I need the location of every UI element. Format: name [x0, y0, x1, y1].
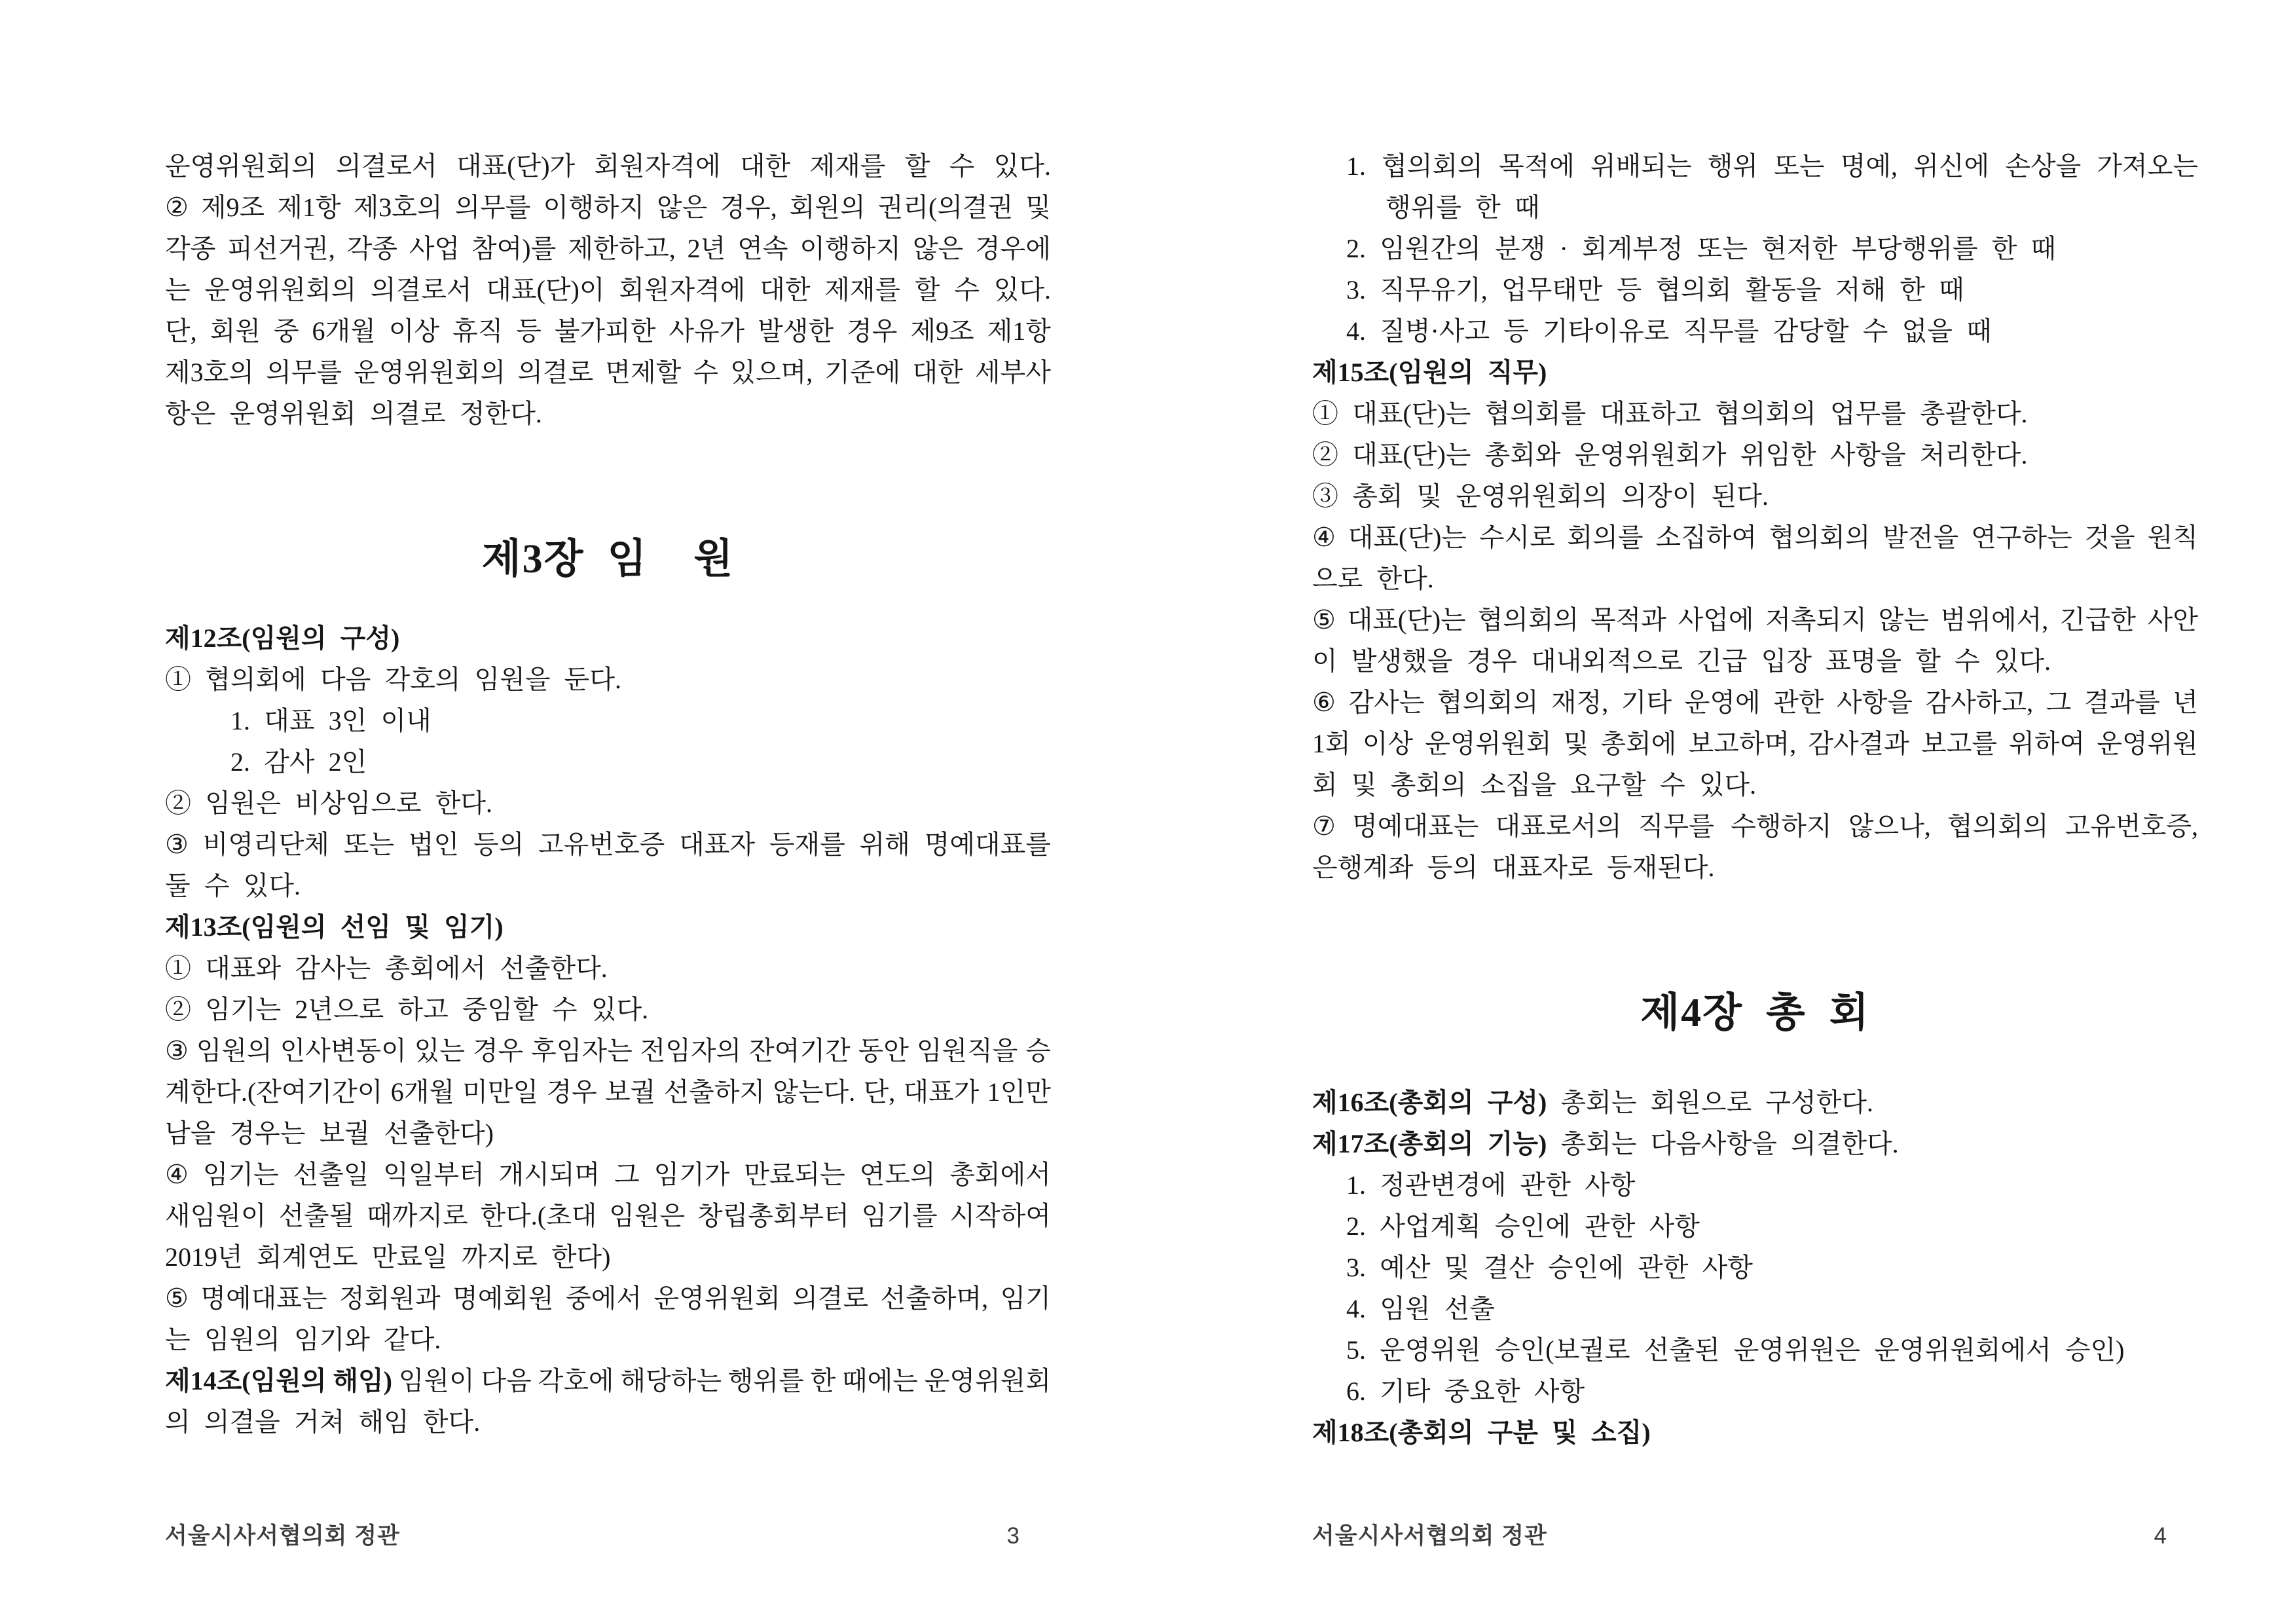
text-line: 4. 질병·사고 등 기타이유로 직무를 감당할 수 없을 때 — [1346, 316, 1992, 346]
word: 제3호의 — [353, 193, 443, 222]
word: 수시로 — [1478, 523, 1555, 552]
text-line: 행위를 한 때 — [1386, 193, 1540, 222]
word: 제9조 — [200, 193, 265, 222]
word: 있으며, — [730, 358, 813, 387]
page-4 — [1147, 0, 2294, 1624]
vertical-gap — [165, 602, 1051, 618]
word: 임원이 — [398, 1366, 475, 1395]
word: ⑥ — [1312, 688, 1336, 717]
word: 대표(단)는 — [1348, 523, 1467, 552]
word: 의결로서 — [336, 151, 437, 181]
word: 명예, — [1840, 151, 1898, 181]
article-heading-line: 제13조(임원의 선임 및 임기) — [165, 912, 504, 942]
word: 운영위원회 — [1425, 729, 1552, 758]
word: 등의 — [473, 830, 524, 859]
word: 감사하고, — [1925, 688, 2034, 717]
text-line: ① 대표(단)는 협의회를 대표하고 협의회의 업무를 총괄한다. — [1312, 399, 2028, 428]
text-line: 5. 운영위원 승인(보궐로 선출된 운영위원은 운영위원회에서 승인) — [1346, 1335, 2125, 1365]
word: 보고하며, — [1688, 729, 1797, 758]
word: 계한다.(잔여기간이 — [165, 1077, 383, 1107]
word: 위배되는 — [1590, 151, 1692, 181]
word: 보고를 — [1921, 729, 1998, 758]
word: 범위에서, — [1940, 605, 2049, 635]
text-line — [1312, 599, 2198, 640]
text-line: ① 대표와 감사는 총회에서 선출한다. — [165, 953, 608, 983]
word: 운영위원회 — [653, 1283, 780, 1313]
word: 제재를 — [824, 275, 901, 304]
text-line: 은행계좌 등의 대표자로 등재된다. — [1312, 853, 1715, 882]
word: 있다. — [993, 275, 1051, 304]
text-line: ② 임원은 비상임으로 한다. — [165, 788, 492, 818]
word: 한다.(초대 — [480, 1201, 597, 1230]
word: 감사결과 — [1808, 729, 1909, 758]
text-line: 회 및 총회의 소집을 요구할 수 있다. — [1312, 770, 1757, 800]
word: 또는 — [343, 830, 394, 859]
word: 운영에 — [1684, 688, 1761, 717]
word: 경우 — [546, 1077, 597, 1107]
word: 2년 — [687, 234, 726, 263]
article-heading-line: 제18조(총회의 구분 및 소집) — [1312, 1418, 1651, 1447]
text-line — [165, 187, 1051, 228]
word: 개시되며 — [498, 1160, 600, 1189]
word: 제3호의 — [165, 358, 254, 387]
word: 정회원과 — [339, 1283, 441, 1313]
text-line: ③ 총회 및 운영위원회의 의장이 된다. — [1312, 481, 1769, 511]
word: 이상 — [388, 316, 439, 346]
word: 협의회의 — [1437, 688, 1539, 717]
word: 운영위원회의 — [165, 151, 317, 181]
word: 목적에 — [1498, 151, 1575, 181]
word: 수행하지 — [1731, 811, 1832, 841]
word: 임원직을 — [916, 1036, 1018, 1065]
word: 대표(단)는 — [1347, 605, 1466, 635]
word: 한 — [810, 1366, 836, 1395]
article-heading-line: 제17조(총회의 기능) 총회는 다음사항을 의결한다. — [1312, 1129, 1899, 1158]
word: 않으나, — [1848, 811, 1931, 841]
word: 고유번호증, — [2065, 811, 2198, 841]
text-line: ① 협의회에 다음 각호의 임원을 둔다. — [165, 665, 621, 694]
word: 새임원이 — [165, 1201, 266, 1230]
text-line: 둘 수 있다. — [165, 871, 301, 900]
text-line — [1312, 682, 2198, 723]
word: ⑦ — [1312, 811, 1336, 841]
word: 각호에 — [538, 1366, 614, 1395]
word: 운영위원회의 — [204, 275, 357, 304]
word: 인사변동이 — [280, 1036, 407, 1065]
word: 수 — [949, 151, 975, 181]
word: 협의회의 — [1769, 523, 1871, 552]
footer-doc-title: 서울시사서협의회 정관 — [1312, 1523, 1547, 1549]
word: 회의를 — [1567, 523, 1643, 552]
text-line — [1312, 517, 2198, 558]
word: 해당하는 — [620, 1366, 722, 1395]
word: 사업 — [409, 234, 460, 263]
text-line — [165, 824, 1051, 865]
word: 수 — [693, 358, 719, 387]
word: 명예대표는 — [1352, 811, 1479, 841]
word: 대표자 — [679, 830, 755, 859]
word: 이상 — [1362, 729, 1414, 758]
text-line: 2. 사업계획 승인에 관한 사항 — [1346, 1211, 1700, 1241]
word: 1인만 — [987, 1077, 1051, 1107]
word: 제1항 — [277, 193, 341, 222]
text-line: 으로 한다. — [1312, 564, 1434, 593]
word: 임기가 — [653, 1160, 730, 1189]
word: 때에는 — [842, 1366, 918, 1395]
word: 가져오는 — [2097, 151, 2198, 181]
word: 운영위원 — [2097, 729, 2198, 758]
word: 고유번호증 — [538, 830, 665, 859]
word: 6개월 — [312, 316, 376, 346]
word: 는 — [165, 275, 191, 304]
word: 사유가 — [669, 316, 745, 346]
word: 면제할 — [605, 358, 682, 387]
page-number: 4 — [2154, 1523, 2167, 1549]
word: 목적과 — [1590, 605, 1666, 635]
text-line: 3. 예산 및 결산 승인에 관한 사항 — [1346, 1253, 1753, 1282]
text-line: ② 임기는 2년으로 하고 중임할 수 있다. — [165, 995, 649, 1024]
word: 익일부터 — [383, 1160, 485, 1189]
word: 후임자는 — [531, 1036, 633, 1065]
word: 수 — [954, 275, 980, 304]
word: 임원은 — [609, 1201, 686, 1230]
word: 단, — [165, 316, 197, 346]
word: ④ — [165, 1160, 189, 1189]
word: 회원의 — [789, 193, 866, 222]
word: 그 — [614, 1160, 640, 1189]
word: 행위 — [1707, 151, 1759, 181]
word: 제재를 — [809, 151, 886, 181]
word: 그 — [2046, 688, 2072, 717]
word: 이행하지 — [799, 234, 901, 263]
word: 감사는 — [1348, 688, 1425, 717]
text-line: 2. 감사 2인 — [230, 747, 367, 777]
word: ⑤ — [1312, 605, 1336, 635]
article-heading-line: 제15조(임원의 직무) — [1312, 358, 1547, 387]
word: 승 — [1025, 1036, 1051, 1065]
text-line — [165, 1278, 1051, 1319]
page-footer — [1312, 1518, 2198, 1555]
word: 각종 — [165, 234, 216, 263]
text-line: 항은 운영위원회 의결로 정한다. — [165, 399, 542, 428]
text-line — [165, 352, 1051, 393]
word: 운영위원회의 — [354, 358, 506, 387]
word: 의결로 — [517, 358, 594, 387]
text-line: 1. 정관변경에 관한 사항 — [1346, 1170, 1636, 1200]
word: 연속 — [737, 234, 788, 263]
word: 할 — [904, 151, 930, 181]
word: 대한 — [912, 358, 963, 387]
word: 6개월 — [390, 1077, 454, 1107]
text-line: 이 발생했을 경우 대내외적으로 긴급 입장 표명을 할 수 있다. — [1312, 646, 2051, 676]
word: 의무를 — [266, 358, 342, 387]
word: 운영위원회 — [924, 1366, 1051, 1395]
word: 사업에 — [1678, 605, 1754, 635]
text-line: 의 의결을 거쳐 해임 한다. — [165, 1407, 481, 1437]
word: 년 — [2173, 688, 2198, 717]
word: 관한 — [1773, 688, 1824, 717]
text-line: 4. 임원 선출 — [1346, 1294, 1495, 1323]
word: 임기를 — [861, 1201, 938, 1230]
word: 또는 — [1774, 151, 1825, 181]
vertical-gap — [1312, 1056, 2198, 1082]
word: 선출하며, — [880, 1283, 989, 1313]
word: 사항을 — [1837, 688, 1913, 717]
word: 임원의 — [196, 1036, 272, 1065]
word: 회원자격에 — [619, 275, 746, 304]
text-line — [165, 269, 1051, 310]
word: 제9조 — [910, 316, 974, 346]
word: 참여)를 — [471, 234, 557, 263]
text-line: ② 대표(단)는 총회와 운영위원회가 위임한 사항을 처리한다. — [1312, 440, 2028, 470]
chapter-heading: 제4장 총 회 — [1640, 991, 1870, 1035]
word: 등재를 — [769, 830, 845, 859]
word: 저촉되지 — [1765, 605, 1867, 635]
word: 있다. — [993, 151, 1051, 181]
word: 해임) — [333, 1366, 392, 1395]
text-line — [1312, 145, 2198, 187]
word: 행위를 — [727, 1366, 804, 1395]
word: 대표가 — [903, 1077, 980, 1107]
word: ③ — [165, 830, 189, 859]
text-line: 2019년 회계연도 만료일 까지로 한다) — [165, 1242, 611, 1272]
word: 있는 — [414, 1036, 466, 1065]
word: 발전을 — [1882, 523, 1959, 552]
page-3-content — [165, 145, 1051, 1443]
word: 것을 — [2084, 523, 2135, 552]
word: 연도의 — [859, 1160, 936, 1189]
word: 제한하고, — [568, 234, 676, 263]
word: 명예대표는 — [200, 1283, 327, 1313]
vertical-gap — [165, 434, 1051, 517]
word: 연구하는 — [1971, 523, 2072, 552]
text-line: 6. 기타 중요한 사항 — [1346, 1376, 1585, 1406]
word: 소집하여 — [1655, 523, 1757, 552]
text-line — [1312, 805, 2198, 847]
word: 및 — [1025, 193, 1051, 222]
word: 총회에 — [1600, 729, 1677, 758]
word: 이행하지 — [543, 193, 645, 222]
word: 전임자의 — [640, 1036, 742, 1065]
word: 권리(의결권 — [877, 193, 1014, 222]
text-line — [165, 1195, 1051, 1236]
word: 대한 — [740, 151, 791, 181]
text-line — [165, 1154, 1051, 1195]
word: 회원자격에 — [594, 151, 721, 181]
word: 법인 — [408, 830, 460, 859]
text-line — [165, 145, 1051, 187]
word: 위하여 — [2009, 729, 2085, 758]
word: 만료되는 — [744, 1160, 845, 1189]
word: 의무를 — [454, 193, 531, 222]
word: 보궐 — [605, 1077, 656, 1107]
page-4-content — [1312, 145, 2198, 1453]
word: 때까지로 — [367, 1201, 468, 1230]
page-footer — [165, 1518, 1051, 1555]
word: 총회에서 — [949, 1160, 1051, 1189]
word: 1회 — [1312, 729, 1351, 758]
word: 세부사 — [974, 358, 1051, 387]
word: 경우 — [847, 316, 898, 346]
word: 위해 — [859, 830, 910, 859]
chapter-heading: 제3장 임 원 — [481, 537, 735, 581]
word: 중에서 — [566, 1283, 642, 1313]
word: 휴직 — [452, 316, 504, 346]
word: 의결로 — [792, 1283, 869, 1313]
word: 결과를 — [2084, 688, 2160, 717]
word: 명예대표를 — [924, 830, 1051, 859]
text-line: 남을 경우는 보궐 선출한다) — [165, 1118, 494, 1148]
word: 선출하지 — [663, 1077, 765, 1107]
word: 회원 — [210, 316, 261, 346]
word: 대한 — [760, 275, 811, 304]
page-number: 3 — [1006, 1523, 1019, 1549]
word: 대표로서의 — [1495, 811, 1622, 841]
word: ⑤ — [165, 1283, 189, 1313]
word: 및 — [1563, 729, 1589, 758]
word: 창립총회부터 — [697, 1201, 849, 1230]
word: 등 — [516, 316, 542, 346]
text-line — [165, 228, 1051, 269]
text-line — [165, 310, 1051, 352]
text-line — [165, 1071, 1051, 1113]
word: 발생한 — [758, 316, 834, 346]
word: 대표(단)이 — [486, 275, 605, 304]
article-number: 제16조(총회의 구성) — [1312, 1088, 1547, 1117]
word: ④ — [1312, 523, 1336, 552]
page-3 — [0, 0, 1147, 1624]
footer-doc-title: 서울시사서협의회 정관 — [165, 1523, 400, 1549]
word: 협의회의 — [1947, 811, 2049, 841]
word: 명예회원 — [452, 1283, 554, 1313]
text-line: 1. 대표 3인 이내 — [230, 706, 431, 735]
word: 잔여기간 — [749, 1036, 851, 1065]
word: 미만일 — [462, 1077, 539, 1107]
vertical-gap — [1312, 888, 2198, 970]
word: 동안 — [858, 1036, 909, 1065]
word: 제14조(임원의 — [165, 1366, 327, 1395]
word: 원칙 — [2147, 523, 2198, 552]
word: 각종 — [346, 234, 397, 263]
word: ② — [165, 193, 189, 222]
word: 협의회의 — [1477, 605, 1579, 635]
word: 할 — [914, 275, 940, 304]
article-heading-line — [165, 1360, 1051, 1401]
word: 재정, — [1551, 688, 1609, 717]
text-line — [165, 1030, 1051, 1071]
word: 의결로서 — [370, 275, 472, 304]
word: ③ — [165, 1036, 189, 1065]
word: 않은 — [912, 234, 964, 263]
word: 시작하여 — [949, 1201, 1051, 1230]
text-line: 는 임원의 임기와 같다. — [165, 1325, 441, 1354]
word: 불가피한 — [554, 316, 656, 346]
word: 기타 — [1621, 688, 1672, 717]
word: 긴급한 — [2060, 605, 2136, 635]
word: 선출될 — [278, 1201, 355, 1230]
text-line: 3. 직무유기, 업무태만 등 협의회 활동을 저해 한 때 — [1346, 275, 1964, 304]
word: 임기 — [1000, 1283, 1051, 1313]
word: 다음 — [481, 1366, 532, 1395]
word: 단, — [863, 1077, 896, 1107]
article-heading-line: 제12조(임원의 구성) — [165, 623, 400, 653]
text-line — [1312, 723, 2198, 764]
word: 선출일 — [293, 1160, 369, 1189]
word: 경우, — [720, 193, 777, 222]
word: 손상을 — [2005, 151, 2082, 181]
word: 않는 — [1878, 605, 1929, 635]
word: 중 — [273, 316, 299, 346]
word: 1. — [1346, 151, 1366, 181]
text-line: 2. 임원간의 분쟁 · 회계부정 또는 현저한 부당행위를 한 때 — [1346, 234, 2057, 263]
article-number: 제17조(총회의 기능) — [1312, 1129, 1547, 1158]
word: 기준에 — [824, 358, 901, 387]
word: 경우 — [472, 1036, 524, 1065]
word: 않는다. — [773, 1077, 856, 1107]
word: 않은 — [657, 193, 708, 222]
word: 제1항 — [987, 316, 1051, 346]
word: 협의회의 — [1382, 151, 1483, 181]
word: 위신에 — [1913, 151, 1990, 181]
word: 피선거권, — [227, 234, 335, 263]
word: 경우에 — [975, 234, 1051, 263]
word: 비영리단체 — [202, 830, 329, 859]
word: 직무를 — [1638, 811, 1714, 841]
word: 대표(단)가 — [456, 151, 576, 181]
article-heading-line: 제16조(총회의 구성) 총회는 회원으로 구성한다. — [1312, 1088, 1873, 1117]
word: 사안 — [2147, 605, 2198, 635]
word: 임기는 — [202, 1160, 279, 1189]
